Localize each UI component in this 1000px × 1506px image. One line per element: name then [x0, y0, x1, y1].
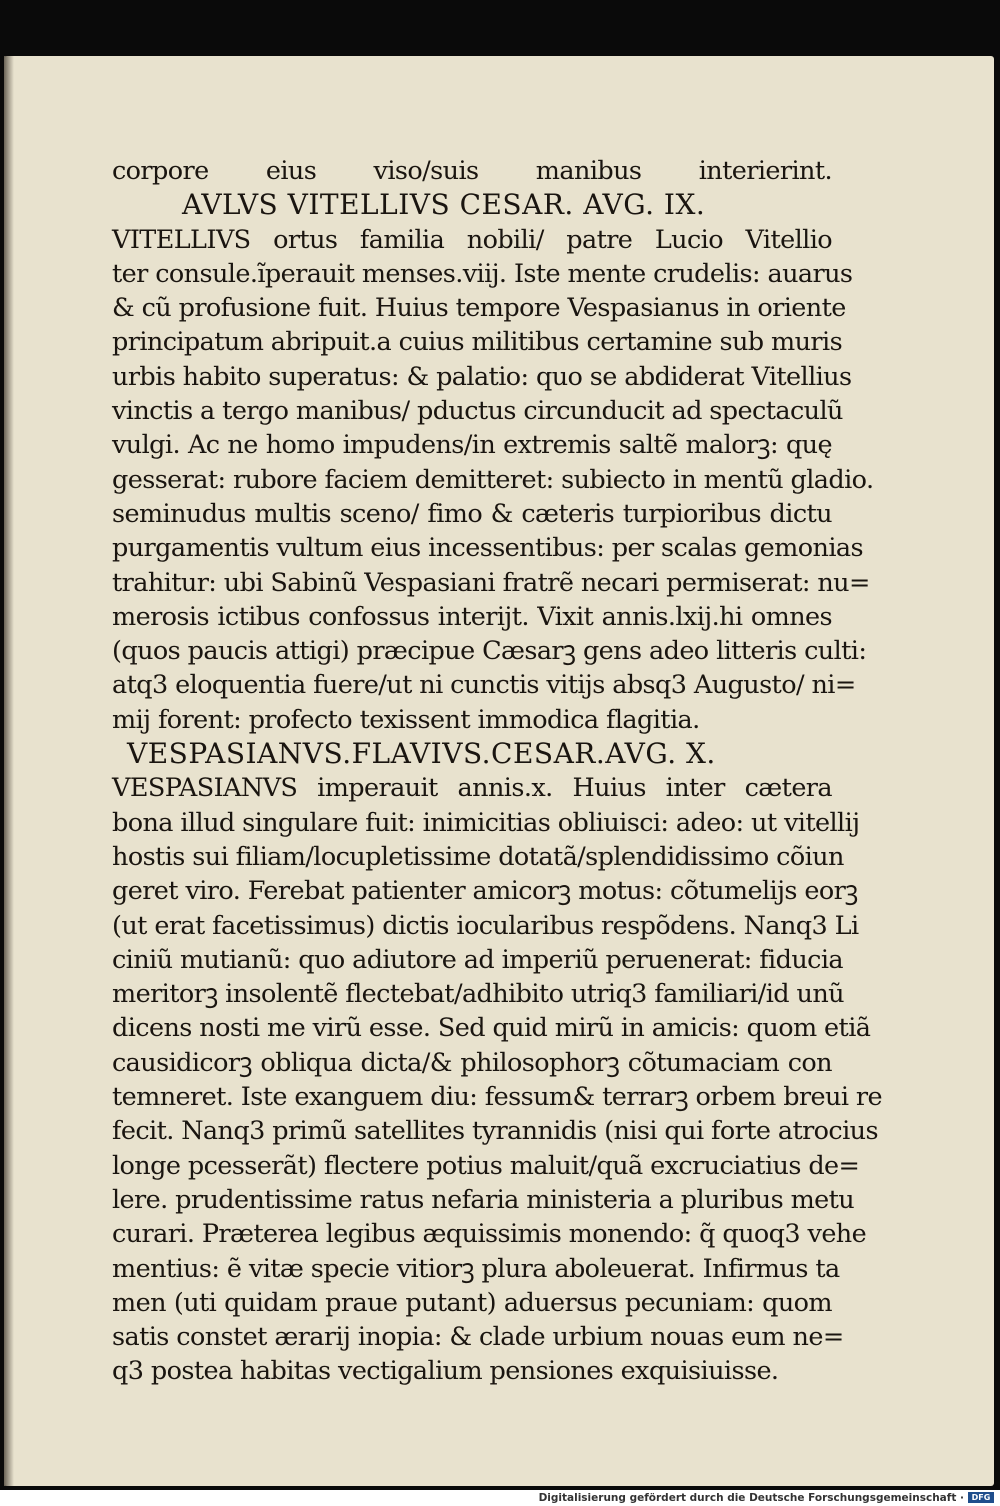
text-line: trahitur: ubi Sabinũ Vespasiani fratrẽ necari permiserat: nu=	[112, 567, 870, 598]
text-line: merosis ictibus confossus interijt. Vixit annis.lxij.hi omnes	[112, 601, 832, 632]
text-line: geret viro. Ferebat patienter amicorꝫ motus: cõtumelijs eorꝫ	[112, 876, 858, 907]
text-line: corpore eius viso/suis manibus interierint.	[112, 156, 832, 186]
text-line: & cũ profusione fuit. Huius tempore Vespasianus in oriente	[112, 293, 846, 324]
section-heading: AVLVS VITELLIVS CESAR. AVG. IX.	[182, 188, 706, 222]
text-line: fecit. Nanq3 primũ satellites tyrannidis (nisi qui forte atrocius	[112, 1116, 878, 1147]
text-line: principatum abripuit.a cuius militibus certamine sub muris	[112, 327, 843, 358]
text-line: purgamentis vultum eius incessentibus: per scalas gemonias	[112, 533, 863, 564]
text-line: seminudus multis sceno/ fimo & cæteris turpioribus dictu	[112, 498, 832, 529]
text-line: gesserat: rubore faciem demitteret: subiecto in mentũ gladio.	[112, 464, 874, 495]
text-line: hostis sui filiam/locupletissime dotatã/splendidissimo cõiun	[112, 841, 844, 872]
text-line: vinctis a tergo manibus/ pductus circunducit ad spectaculũ	[112, 396, 843, 427]
funding-credit: Digitalisierung gefördert durch die Deutsche Forschungsgemeinschaft ·	[538, 1492, 964, 1504]
book-page	[4, 56, 994, 1486]
text-line: satis constet ærarij inopia: & clade urbium nouas eum ne=	[112, 1322, 844, 1353]
text-line: temneret. Iste exanguem diu: fessum& terrarꝫ orbem breui re	[112, 1082, 882, 1113]
text-line: mentius: ẽ vitæ specie vitiorꝫ plura aboleuerat. Infirmus ta	[112, 1253, 840, 1284]
text-line: lere. prudentissime ratus nefaria ministeria a pluribus metu	[112, 1184, 855, 1215]
text-line: men (uti quidam praue putant) aduersus pecuniam: quom	[112, 1287, 832, 1318]
text-line: q3 postea habitas vectigalium pensiones exquisiuisse.	[112, 1356, 779, 1387]
text-line: meritorꝫ insolentẽ flectebat/adhibito utriq3 familiari/id unũ	[112, 979, 844, 1010]
digitization-footer	[0, 1490, 1000, 1506]
text-line: urbis habito superatus: & palatio: quo se abdiderat Vitellius	[112, 361, 852, 392]
text-line: bona illud singulare fuit: inimicitias obliuisci: adeo: ut vitellij	[112, 807, 860, 838]
text-line: dicens nosti me virũ esse. Sed quid mirũ in amicis: quom etiã	[112, 1013, 871, 1044]
text-line: atq3 eloquentia fuere/ut ni cunctis vitijs absq3 Augusto/ ni=	[112, 670, 856, 701]
section-heading: VESPASIANVS.FLAVIVS.CESAR.AVG. X.	[127, 737, 716, 771]
text-line: VESPASIANVS imperauit annis.x. Huius inter cætera	[112, 773, 832, 804]
text-line: causidicorꝫ obliqua dicta/& philosophorꝫ cõtumaciam con	[112, 1047, 832, 1078]
text-line: (ut erat facetissimus) dictis iocularibus respõdens. Nanq3 Li	[112, 910, 859, 941]
text-line: (quos paucis attigi) præcipue Cæsarꝫ gens adeo litteris culti:	[112, 636, 867, 667]
text-line: mij forent: profecto texissent immodica flagitia.	[112, 704, 700, 735]
page-gutter-shadow	[4, 56, 14, 1486]
text-line: longe pcesserãt) flectere potius maluit/quã excruciatius de=	[112, 1150, 860, 1181]
dfg-logo: DFG	[968, 1492, 994, 1503]
text-line: ciniũ mutianũ: quo adiutore ad imperiũ peruenerat: fiducia	[112, 944, 843, 975]
page-text	[112, 154, 882, 1389]
text-line: ter consule.ĩperauit menses.viij. Iste mente crudelis: auarus	[112, 258, 853, 289]
text-line: curari. Præterea legibus æquissimis monendo: q̃ quoq3 vehe	[112, 1219, 867, 1250]
text-line: VITELLIVS ortus familia nobili/ patre Lucio Vitellio	[112, 224, 832, 255]
text-line: vulgi. Ac ne homo impudens/in extremis saltẽ malorꝫ: quę	[112, 430, 832, 461]
